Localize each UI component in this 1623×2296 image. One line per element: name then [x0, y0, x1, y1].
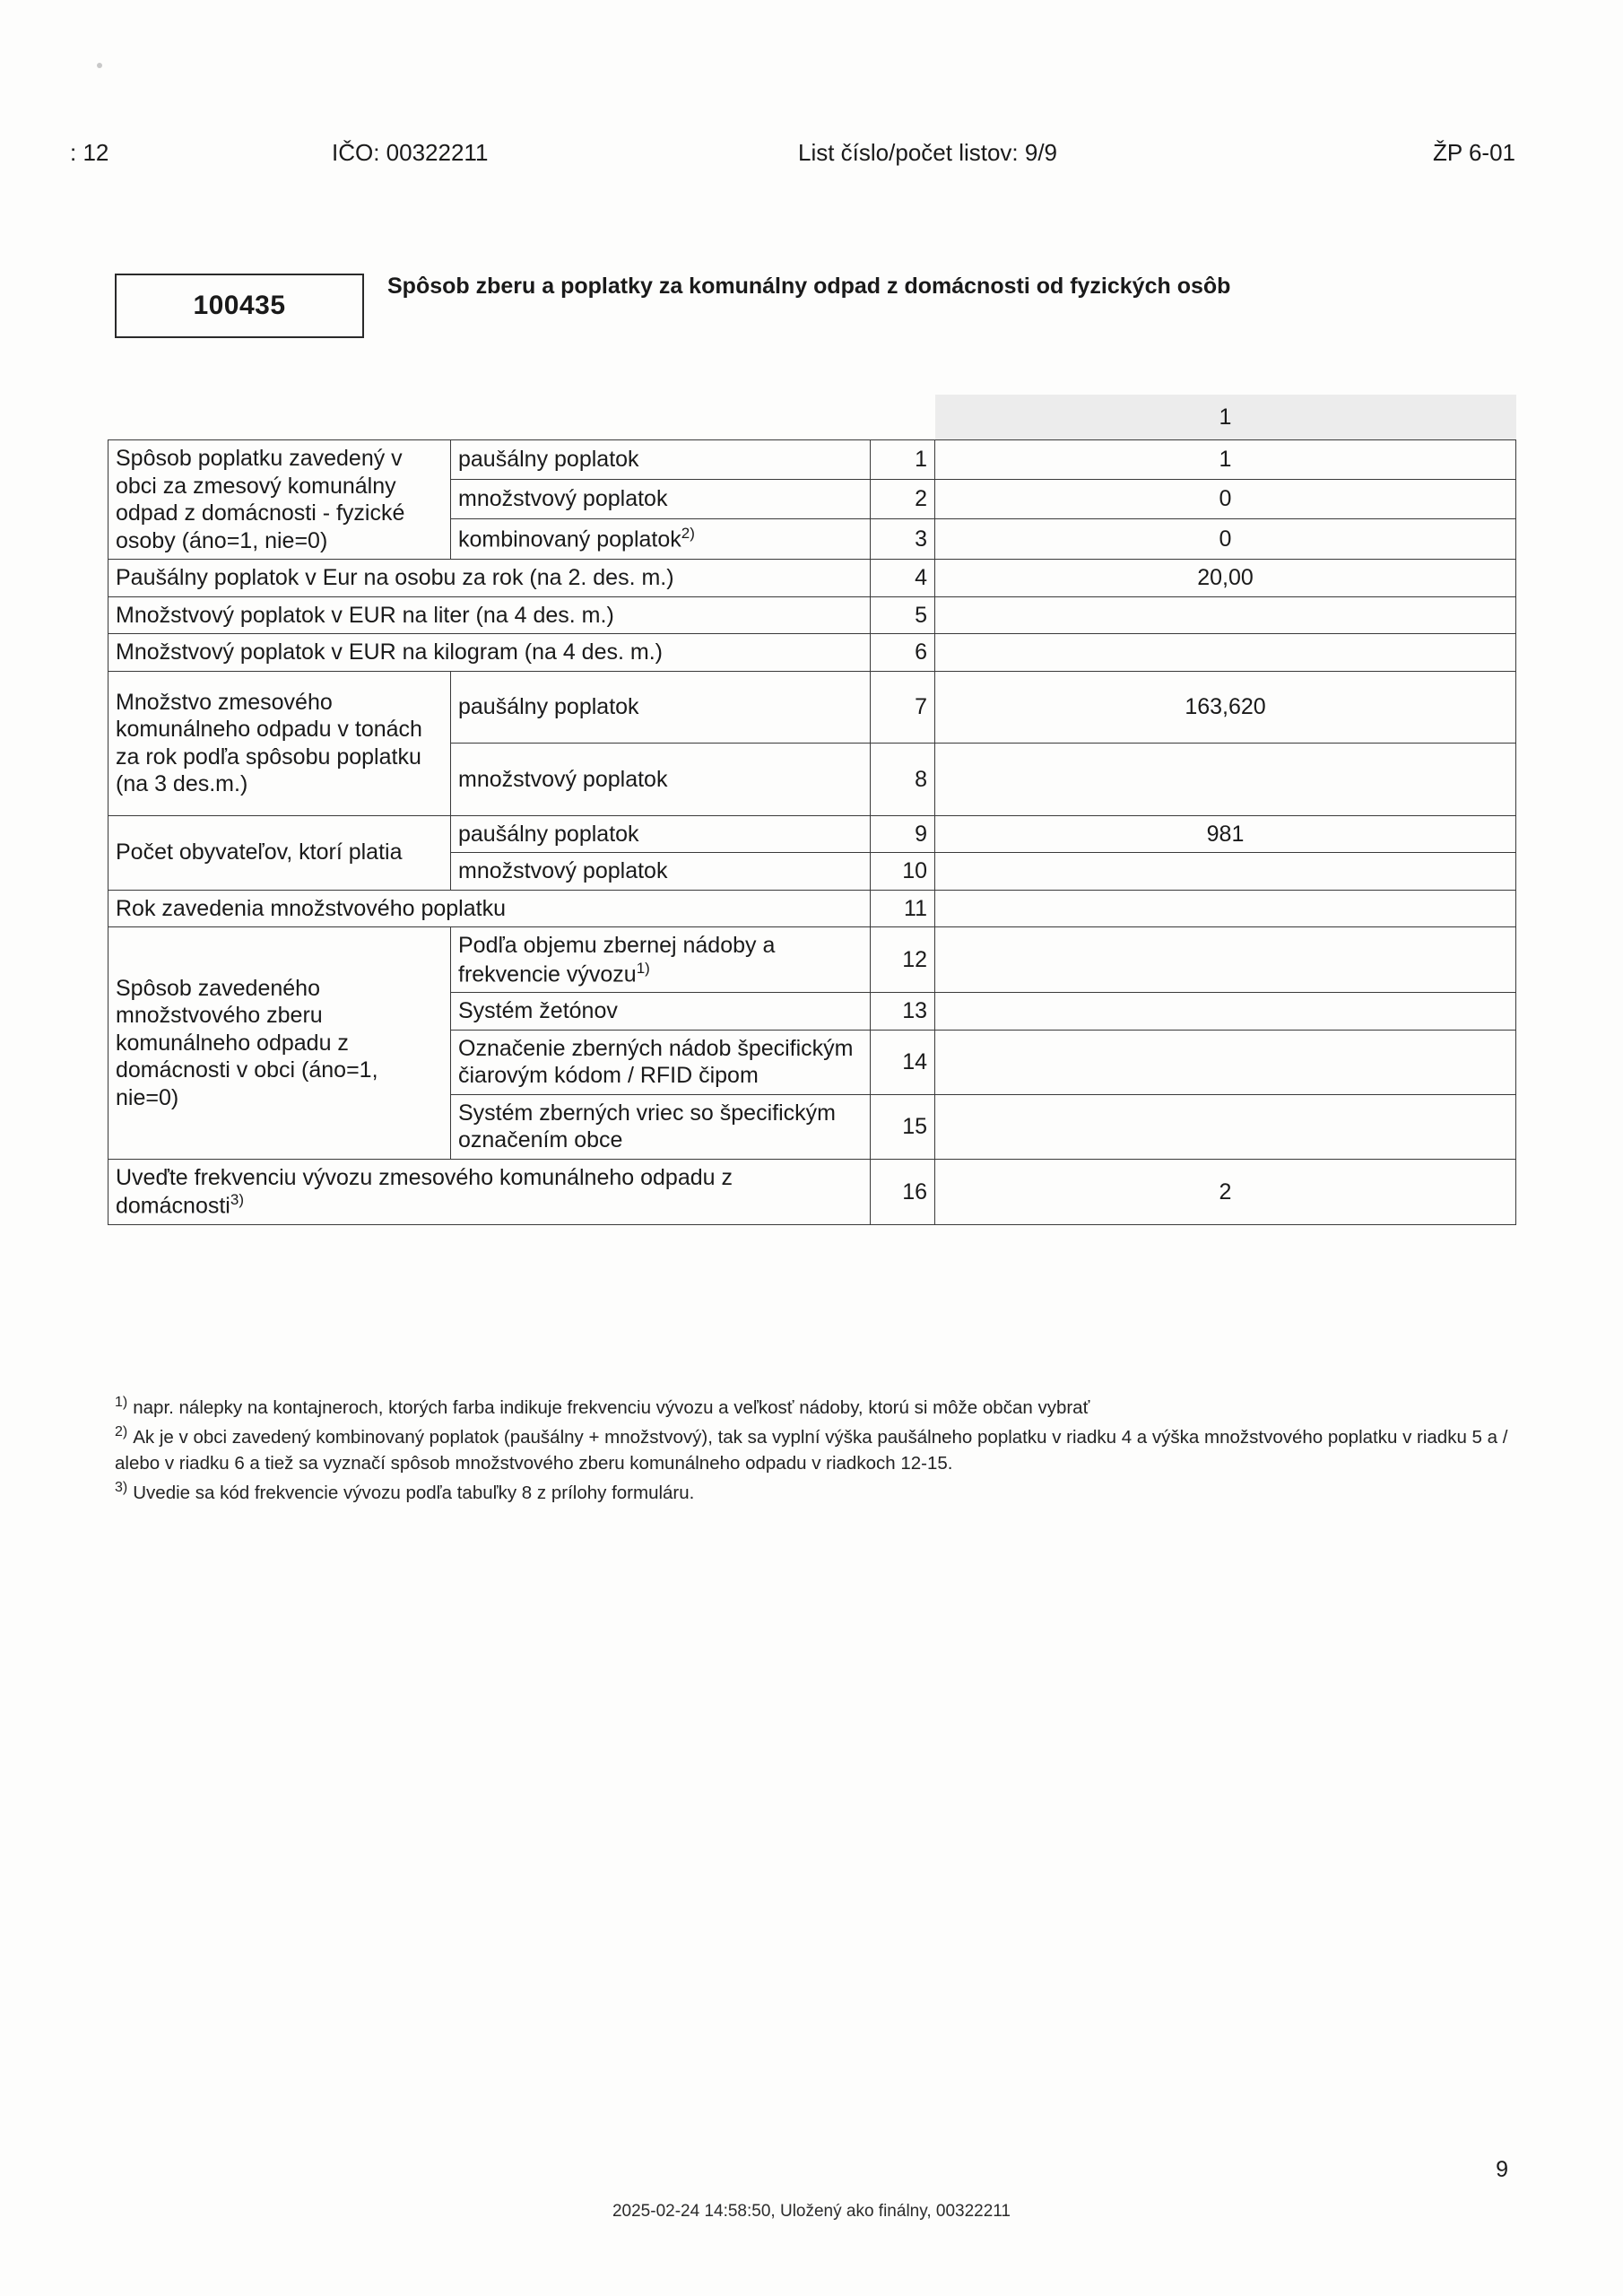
row-sub-label: Systém žetónov	[451, 993, 871, 1031]
row-label-collection-method: Spôsob zavedeného množstvového zberu komunálneho odpadu z domácnosti v obci (áno=1, nie=0)	[108, 927, 451, 1160]
footnote-3-text: Uvedie sa kód frekvencie vývozu podľa tabuľky 8 z prílohy formuláru.	[133, 1482, 695, 1503]
row-value[interactable]: 981	[935, 815, 1516, 853]
row-sub-label: Označenie zberných nádob špecifickým čiarovým kódom / RFID čipom	[451, 1030, 871, 1094]
row-number: 9	[871, 815, 935, 853]
row-number: 3	[871, 518, 935, 559]
row-sub-label: množstvový poplatok	[451, 853, 871, 891]
table-column-header-row	[108, 395, 1516, 440]
row-number: 8	[871, 744, 935, 816]
row-label-frequency: Uveďte frekvenciu vývozu zmesového komunálneho odpadu z domácnosti$^{3)}$	[108, 1159, 871, 1224]
table-row	[108, 440, 1516, 480]
row-sub-label: paušálny poplatok	[451, 440, 871, 480]
column-header-1: 1	[935, 395, 1516, 440]
row-label-year-introduced: Rok zavedenia množstvového poplatku	[108, 890, 871, 927]
row-label-inhabitants: Počet obyvateľov, ktorí platia	[108, 815, 451, 890]
header-form-code: ŽP 6-01	[1432, 139, 1515, 166]
row-number: 11	[871, 890, 935, 927]
row-value[interactable]	[935, 634, 1516, 672]
row-label-waste-amount: Množstvo zmesového komunálneho odpadu v tonách za rok podľa spôsobu poplatku (na 3 des.m.)	[108, 671, 451, 815]
row-sub-label: množstvový poplatok	[451, 479, 871, 518]
row-sub-label: paušálny poplatok	[451, 671, 871, 744]
table-row	[108, 927, 1516, 993]
row-value[interactable]: 0	[935, 479, 1516, 518]
footnote-2-mark: 2)	[115, 1423, 128, 1439]
row-value[interactable]	[935, 1094, 1516, 1159]
row-number: 6	[871, 634, 935, 672]
row-label-flat-fee-eur: Paušálny poplatok v Eur na osobu za rok (na 2. des. m.)	[108, 560, 871, 597]
form-code-box: 100435	[115, 274, 364, 338]
row-sub-label: množstvový poplatok	[451, 744, 871, 816]
row-number: 4	[871, 560, 935, 597]
row-sub-label: Systém zberných vriec so špecifickým označením obce	[451, 1094, 871, 1159]
row-label-qty-fee-kg: Množstvový poplatok v EUR na kilogram (na 4 des. m.)	[108, 634, 871, 672]
row-number: 12	[871, 927, 935, 993]
footnote-ref: 1)	[636, 959, 650, 977]
footnote-ref: 3)	[230, 1191, 244, 1209]
table-row	[108, 815, 1516, 853]
table-row	[108, 596, 1516, 634]
page-title: Spôsob zberu a poplatky za komunálny odpad z domácnosti od fyzických osôb	[387, 274, 1231, 299]
row-sub-label: Podľa objemu zbernej nádoby a frekvencie vývozu$^{1)}$	[451, 927, 871, 993]
footnotes	[115, 1393, 1514, 1508]
footnote-3	[115, 1478, 1514, 1506]
table-row	[108, 890, 1516, 927]
row-sub-label: kombinovaný poplatok$^{2)}$	[451, 518, 871, 559]
row-value[interactable]: 2	[935, 1159, 1516, 1224]
footnote-3-mark: 3)	[115, 1479, 128, 1495]
page-number: 9	[1496, 2157, 1508, 2182]
row-label-qty-fee-liter: Množstvový poplatok v EUR na liter (na 4 des. m.)	[108, 596, 871, 634]
row-number: 16	[871, 1159, 935, 1224]
table-row	[108, 634, 1516, 672]
footnote-1-text: napr. nálepky na kontajneroch, ktorých farba indikuje frekvenciu vývozu a veľkosť nádoby, ktorú si môže občan vybrať	[133, 1396, 1090, 1418]
page-header	[0, 139, 1623, 175]
table-row	[108, 1159, 1516, 1224]
scan-speck	[97, 63, 102, 68]
row-number: 5	[871, 596, 935, 634]
header-page-label: : 12	[70, 139, 109, 166]
row-value[interactable]: 0	[935, 518, 1516, 559]
header-ico: IČO: 00322211	[332, 139, 489, 166]
row-number: 7	[871, 671, 935, 744]
header-sheet-count: List číslo/počet listov: 9/9	[798, 139, 1058, 166]
row-number: 2	[871, 479, 935, 518]
row-number: 14	[871, 1030, 935, 1094]
colhead-spacer-2	[451, 395, 871, 440]
footnote-ref: 2)	[681, 524, 695, 542]
row-value[interactable]: 163,620	[935, 671, 1516, 744]
row-number: 15	[871, 1094, 935, 1159]
row-number: 13	[871, 993, 935, 1031]
row-number: 1	[871, 440, 935, 480]
row-value[interactable]	[935, 927, 1516, 993]
row-value[interactable]	[935, 853, 1516, 891]
row-sub-label: paušálny poplatok	[451, 815, 871, 853]
row-value[interactable]	[935, 596, 1516, 634]
row-label-fee-type: Spôsob poplatku zavedený v obci za zmesový komunálny odpad z domácnosti - fyzické osoby (áno=1, nie=0)	[108, 440, 451, 560]
row-number: 10	[871, 853, 935, 891]
footer-timestamp: 2025-02-24 14:58:50, Uložený ako finálny, 00322211	[612, 2202, 1011, 2221]
footnote-2	[115, 1422, 1514, 1476]
row-value[interactable]	[935, 744, 1516, 816]
row-value[interactable]: 1	[935, 440, 1516, 480]
row-value[interactable]: 20,00	[935, 560, 1516, 597]
colhead-spacer-3	[871, 395, 935, 440]
row-value[interactable]	[935, 1030, 1516, 1094]
footnote-1-mark: 1)	[115, 1395, 128, 1410]
waste-fee-table	[108, 395, 1516, 1225]
table-row	[108, 671, 1516, 744]
footnote-1	[115, 1393, 1514, 1421]
footnote-2-text: Ak je v obci zavedený kombinovaný poplatok (paušálny + množstvový), tak sa vyplní výška paušálneho poplatku v riadku 4 a výška množstvového poplatku v riadku 5 a / alebo v riadku 6 a tiež sa vyznačí spôsob množstvového zberu komunálneho odpadu v riadkoch 12-15.	[115, 1426, 1508, 1474]
row-value[interactable]	[935, 993, 1516, 1031]
table-row	[108, 560, 1516, 597]
row-value[interactable]	[935, 890, 1516, 927]
colhead-spacer-1	[108, 395, 451, 440]
